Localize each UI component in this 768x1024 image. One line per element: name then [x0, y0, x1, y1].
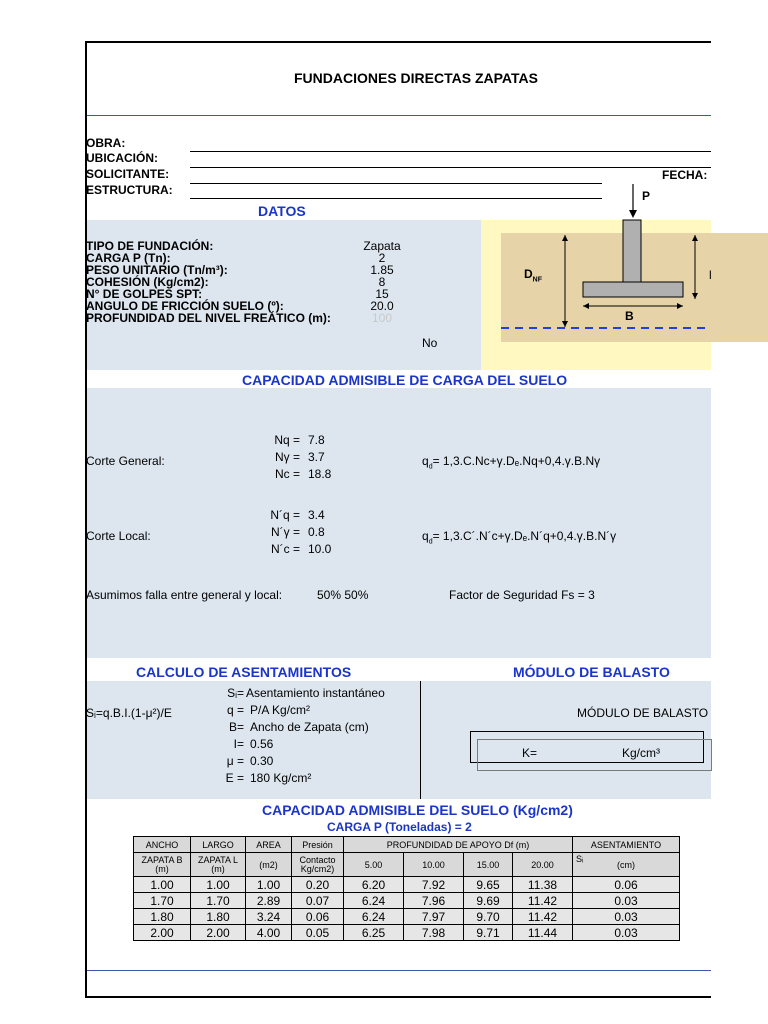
col-df-10: 10.00: [404, 853, 464, 877]
diagram-b-label: B: [625, 309, 634, 323]
field-solicitante-label: SOLICITANTE:: [86, 167, 170, 181]
q-label: q =: [226, 703, 244, 717]
corte-general-label: Corte General:: [86, 454, 165, 468]
ngamma-local-label: N´γ =: [270, 525, 300, 539]
table-header-row-1: [134, 837, 680, 853]
e-label: E =: [225, 771, 244, 785]
datos-angulo-value[interactable]: 20.0: [370, 299, 394, 313]
datos-angulo-label: ANGULO DE FRICCIÓN SUELO (º):: [86, 299, 284, 313]
datos-freatico-label: PROFUNDIDAD DEL NIVEL FREÁTICO (m):: [86, 311, 331, 325]
falla-percent: 50% 50%: [317, 588, 369, 602]
asumimos-text: Asumimos falla entre general y local:: [86, 588, 283, 602]
footing-slab: [583, 282, 683, 297]
col-presion-sub: Contacto Kg/cm2): [292, 853, 344, 877]
nc-local-value: 10.0: [308, 542, 332, 556]
col-df-15: 15.00: [464, 853, 513, 877]
field-ubicacion-label: UBICACIÓN:: [86, 151, 158, 165]
obra-input-line[interactable]: [190, 151, 711, 152]
nq-local-label: N´q =: [270, 508, 300, 522]
col-profundidad: PROFUNDIDAD DE APOYO Df (m): [344, 837, 573, 853]
col-df-20: 20.00: [513, 853, 573, 877]
col-area-sub: (m2): [246, 853, 292, 877]
datos-freatico-value[interactable]: 100: [371, 311, 393, 325]
col-ancho-sub: ZAPATA B (m): [134, 853, 191, 877]
capacidad-panel: [87, 388, 711, 658]
ubicacion-input-line[interactable]: [190, 167, 711, 168]
datos-cohesion-label: COHESIÓN (Kg/cm2):: [86, 275, 209, 289]
col-area: AREA: [246, 837, 292, 853]
results-table: [133, 836, 680, 941]
table-row: 1.70 1.70 2.89 0.07 6.24 7.96 9.69 11.42 0.03: [134, 893, 680, 909]
datos-tipo-value[interactable]: Zapata: [363, 239, 401, 253]
i-label: I=: [233, 737, 244, 751]
k-label: K=: [522, 746, 538, 760]
table-header-row-2: [134, 853, 680, 877]
col-presion: Presión: [292, 837, 344, 853]
nq-value: 7.8: [308, 433, 325, 447]
datos-carga-label: CARGA P (Tn):: [86, 251, 171, 265]
asentamiento-definitions: [208, 684, 385, 786]
diagram-p-label: P: [642, 189, 651, 203]
ngamma-value: 3.7: [308, 450, 325, 464]
col-df-5: 5.00: [344, 853, 404, 877]
footing-pedestal: [623, 220, 641, 282]
fecha-label: FECHA:: [662, 168, 708, 182]
corte-local-label: Corte Local:: [86, 529, 151, 543]
q-value: P/A Kg/cm²: [250, 703, 311, 717]
nivel-freatico-flag: No: [422, 336, 438, 350]
footer-divider: [87, 970, 711, 971]
nc-local-label: N´c =: [270, 542, 300, 556]
datos-list: [86, 240, 331, 324]
capacidad-heading: CAPACIDAD ADMISIBLE DE CARGA DEL SUELO: [242, 372, 568, 388]
col-asentamiento: ASENTAMIENTO: [573, 837, 680, 853]
diagram-l-label: l: [709, 268, 712, 282]
datos-tipo-label: TIPO DE FUNDACIÓN:: [86, 239, 214, 253]
balasto-inner-box: [477, 739, 712, 771]
balasto-label: MÓDULO DE BALASTO: [577, 706, 709, 720]
tabla-subheading: CARGA P (Toneladas) = 2: [327, 820, 472, 834]
asentamientos-heading: CALCULO DE ASENTAMIENTOS: [136, 664, 352, 680]
i-value: 0.56: [250, 737, 274, 751]
table-row: 2.00 2.00 4.00 0.05 6.25 7.98 9.71 11.44 0.03: [134, 925, 680, 941]
table-row: 1.80 1.80 3.24 0.06 6.24 7.97 9.70 11.42 0.03: [134, 909, 680, 925]
b-value: Ancho de Zapata (cm): [250, 720, 369, 734]
nq-label: Nq =: [274, 433, 300, 447]
ngamma-label: Nγ =: [274, 450, 300, 464]
field-obra-label: OBRA:: [86, 136, 126, 150]
b-label: B=: [228, 720, 244, 734]
e-value: 180 Kg/cm²: [250, 771, 312, 785]
diagram-df-label: $D_{NF}$: [524, 267, 543, 284]
field-estructura-label: ESTRUCTURA:: [86, 183, 173, 197]
title-divider: [87, 115, 711, 116]
load-arrow-head: [629, 210, 637, 218]
si-value: Asentamiento instantáneo: [246, 686, 385, 700]
datos-peso-value[interactable]: 1.85: [370, 263, 394, 277]
datos-cohesion-value[interactable]: 8: [378, 275, 386, 289]
si-label: Sᵢ=: [227, 686, 244, 700]
datos-heading: DATOS: [258, 203, 306, 219]
local-factors: [248, 506, 331, 557]
table-row: 1.00 1.00 1.00 0.20 6.20 7.92 9.65 11.38 0.06: [134, 877, 680, 893]
local-formula: $q_d=$ 1,3.C´.N´c+γ.Dₑ.N´q+0,4.γ.B.N´γ: [422, 529, 617, 546]
tabla-heading: CAPACIDAD ADMISIBLE DEL SUELO (Kg/cm2): [262, 802, 573, 818]
sheet-top-border: [85, 41, 711, 43]
factor-seguridad: Factor de Seguridad Fs = 3: [449, 588, 595, 602]
datos-carga-value[interactable]: 2: [378, 251, 386, 265]
datos-peso-label: PESO UNITARIO (Tn/m³):: [86, 263, 228, 277]
datos-values: [362, 240, 402, 324]
general-formula: $q_d= 1,3.C.Nc+\gamma.D_e.Nq+0,4.\gamma.B.N\gamma$: [422, 454, 601, 471]
k-unit: Kg/cm³: [622, 746, 661, 760]
asentamiento-formula: Sᵢ=q.B.I.(1-μ²)/E: [86, 706, 172, 720]
mu-value: 0.30: [250, 754, 274, 768]
datos-spt-label: N° DE GOLPES SPT:: [86, 287, 203, 301]
mu-label: μ =: [226, 754, 244, 768]
col-largo: LARGO: [191, 837, 246, 853]
nc-value: 18.8: [308, 467, 332, 481]
ngamma-local-value: 0.8: [308, 525, 325, 539]
asentamientos-divider: [420, 681, 421, 799]
balasto-heading: MÓDULO DE BALASTO: [513, 664, 670, 680]
col-ancho: ANCHO: [134, 837, 191, 853]
sheet-bottom-border: [85, 996, 711, 998]
general-factors: [248, 431, 331, 482]
datos-spt-value[interactable]: 15: [375, 287, 389, 301]
col-largo-sub: ZAPATA L (m): [191, 853, 246, 877]
page-title: FUNDACIONES DIRECTAS ZAPATAS: [294, 70, 538, 86]
col-si-sub: Sᵢ (cm): [573, 853, 680, 877]
nq-local-value: 3.4: [308, 508, 325, 522]
nc-label: Nc =: [274, 467, 300, 481]
